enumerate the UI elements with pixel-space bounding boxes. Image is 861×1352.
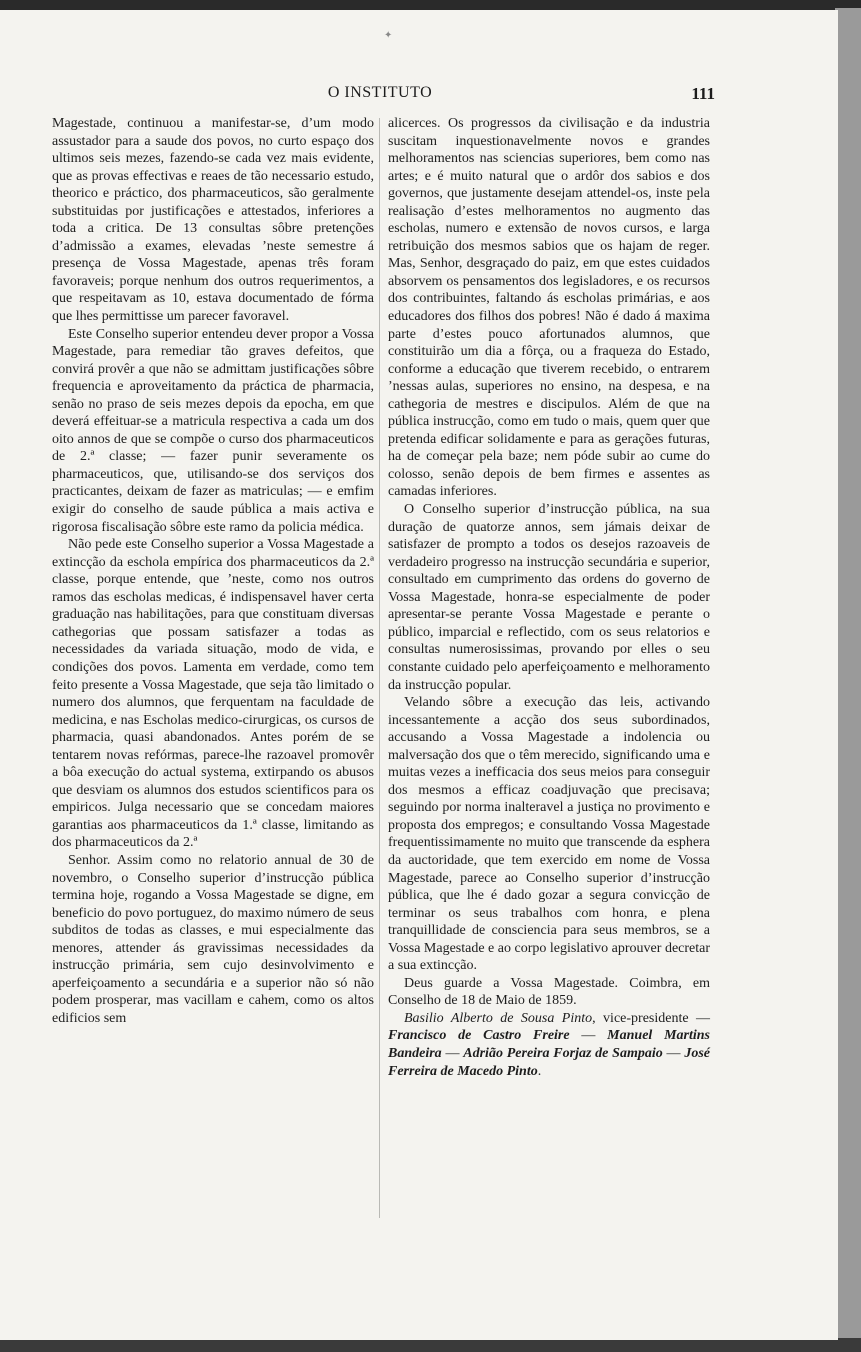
right-column bbox=[388, 115, 710, 1080]
signatory: José Ferreira de Macedo Pinto bbox=[388, 1045, 711, 1079]
signatory-president: Basilio Alberto de Sousa Pinto bbox=[404, 1010, 593, 1026]
paragraph: Magestade, continuou a manifestar-se, d’um modo assustador para a saude dos povos, no curto espaço dos ultimos seis mezes, fazendo-se cada vez mais evidente, que as provas effectivas e reaes de tão necessario estudo, theorico e práctico, dos pharmaceuticos, são geralmente substituidas por justificações e attestados, inferiores a toda a critica. De 13 consultas sôbre pretenções d’admissão a exames, elevadas ’neste semestre á presença de Vossa Magestade, apenas três foram favoraveis; porque nenhum dos outros requerimentos, a que respeitavam as 10, estava documentado de fórma que lhes permittisse um parecer favoravel. bbox=[52, 116, 374, 325]
separator: — bbox=[688, 1010, 711, 1026]
signatory: Francisco de Castro Freire bbox=[388, 1028, 570, 1044]
paragraph: Velando sôbre a execução das leis, activando incessantemente a acção dos seus subordinados, accusando a Vossa Magestade a indolencia ou malversação dos que o têm merecido, significando uma e muitas vezes a inefficacia dos seus meios para conseguir dos mesmos a efficaz coadjuvação que precisava; seguindo por norma inalteravel a justiça no provimento e proposta dos empregos; e consultando Vossa Magestade frequentissimamente no muito que transcende da esphera da auctoridade, que tem exercido em nome de Vossa Magestade, parece ao Conselho superior d’instrucção pública, que lhe é dado gozar a segura convicção de terminar os seus trabalhos com honra, e plena tranquillidade de consciencia para seus membros, se a Vossa Magestade e ao corpo legislativo aprouver decretar a sua extincção. bbox=[388, 695, 711, 974]
page-header bbox=[0, 74, 838, 114]
signatory-role: , vice-presidente bbox=[592, 1010, 689, 1026]
paragraph: Este Conselho superior entendeu dever propor a Vossa Magestade, para remediar tão graves defeitos, que convirá provêr a que não se admittam justificações sôbre frequencia e aproveitamento da práctica de pharmacia, senão no praso de seis mezes depois da epocha, em que deverá effeituar-se a matricula respectiva a cada um dos oito annos de que se compõe o curso dos pharmaceuticos de 2.ª classe; — fazer punir severamente os pharmaceuticos, que, utilisando-se dos serviços dos practicantes, deixam de fazer as matriculas; — e emfim exigir do conselho de saude pública a mais activa e rigorosa fiscalisação sôbre este ramo da policia médica. bbox=[52, 326, 374, 535]
paragraph: Senhor. Assim como no relatorio annual de 30 de novembro, o Conselho superior d’instrucção pública termina hoje, rogando a Vossa Magestade se digne, em beneficio do povo portuguez, do maximo número de seus subditos de todas as classes, e mui especialmente das menores, attender ás gravissimas necessidades da instrucção primária, sem cujo desinvolvimento e aperfeiçoamento a secundária e a superior não só não podem prosperar, mas vacillam e cahem, como os altos edificios sem bbox=[52, 852, 374, 1026]
page-number: 111 bbox=[691, 84, 715, 103]
left-column bbox=[52, 115, 374, 1027]
paragraph: O Conselho superior d’instrucção pública, na sua duração de quatorze annos, sem jámais deixar de satisfazer de prompto a todos os desejos razoaveis de verdadeiro progresso na instrucção secundária e superior, consultado em cumprimento das ordens do governo de Vossa Magestade, honra-se especialmente de poder apresentar-se perante Vossa Magestade e perante o público, imparcial e reflectido, com os seus relatorios e consultas numerosissimas, provando por elles o seu constante cuidado pelo aperfeiçoamento e melhoramento da instrucção popular. bbox=[388, 502, 710, 693]
scan-speck: ✦ bbox=[384, 30, 393, 41]
signatory: Manuel Martins Bandeira bbox=[388, 1028, 710, 1061]
signature-block bbox=[388, 1010, 710, 1080]
scan-bottom-border bbox=[0, 1338, 861, 1352]
paragraph: alicerces. Os progressos da civilisação e da industria suscitam inquestionavelmente novos e grandes melhoramentos nas sciencias superiores, bem como nas artes; e é muito natural que o ardôr dos sabios e dos governos, que justamente desejam attendel-os, inste pela realisação d’estes melhoramentos no augmento das escholas, numero e extensão de novos cursos, e larga retribuição dos mesmos sabios que os hajam de reger. Mas, Senhor, desgraçado do paiz, em que estes cuidados absorvem os pensamentos dos legisladores, e os recursos dos contribuintes, faltando ás escholas primárias, e aos educadores dos filhos dos pobres! Não é dado á maxima parte d’estes pouco afortunados alumnos, que constituirão um dia a fôrça, ou a fraqueza do Estado, conforme a educação que tiverem recebido, o entrarem ’nessas aulas, superiores no ensino, na despesa, e na cathegoria de mestres e discipulos. Além de que na pública instrucção, como em tudo o mais, quem quer que pretenda edificar solidamente e para as gerações futuras, ha de começar pela baze; nem póde subir ao cume do colosso, senão depois de bem firmes e assentes as camadas inferiores. bbox=[388, 116, 710, 500]
separator: — bbox=[569, 1028, 608, 1044]
separator: — bbox=[441, 1045, 464, 1061]
column-divider bbox=[379, 118, 380, 1218]
paragraph: Deus guarde a Vossa Magestade. Coimbra, em Conselho de 18 de Maio de 1859. bbox=[388, 975, 710, 1009]
separator: — bbox=[662, 1045, 685, 1061]
running-title: O INSTITUTO bbox=[327, 84, 433, 101]
separator: . bbox=[537, 1063, 542, 1079]
paragraph: Não pede este Conselho superior a Vossa Magestade a extincção da eschola empírica dos pharmaceuticos da 2.ª classe, porque entende, que ’neste, como nos outros ramos das escholas medicas, é indispensavel haver certa graduação nas habilitações, para que constituam diversas cathegorias que possam satisfazer a todas as necessidades da variada situação, modo de vida, e condições dos povos. Lamenta em verdade, como tem feito presente a Vossa Magestade, que seja tão limitado o numero dos alumnos, que ferquentam na faculdade de medicina, e nas Escholas medico-cirurgicas, os cursos de pharmacia, quasi abandonados. Antes porém de se tentarem novas refórmas, parece-lhe razoavel promovêr a bôa execução do actual systema, extirpando os abusos que desviam os alumnos dos estudos scientificos para os empiricos. Julga necessario que se concedam maiores garantias aos pharmaceuticos da 1.ª classe, limitando as dos pharmaceuticos da 2.ª bbox=[52, 537, 374, 851]
book-page bbox=[0, 10, 838, 1340]
scan-right-edge bbox=[835, 8, 861, 1344]
signatory: Adrião Pereira Forjaz de Sampaio bbox=[463, 1045, 663, 1061]
